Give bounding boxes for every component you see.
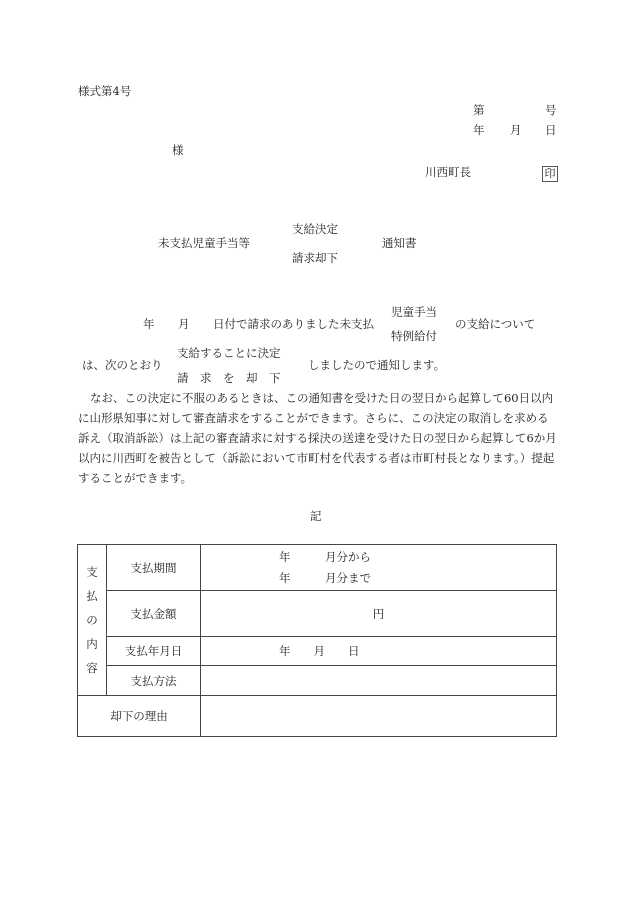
payment-method-value — [201, 666, 557, 696]
payment-date-label: 支払年月日 — [107, 637, 201, 666]
ending-phrase: しましたので通知します。 — [308, 358, 446, 372]
allowance-child: 児童手当 — [391, 305, 437, 319]
lead-phrase: は、次のとおり — [82, 358, 163, 372]
row-payment-method — [78, 666, 557, 696]
row-rejection-reason — [78, 696, 557, 737]
rejection-reason-label: 却下の理由 — [78, 696, 201, 737]
allowance-special: 特例給付 — [391, 329, 437, 343]
reference-number-suffix: 号 — [545, 103, 557, 117]
decision-payment: 支給することに決定 — [177, 346, 281, 360]
appeal-notice: なお、この決定に不服のあるときは、この通知書を受けた日の翌日から起算して60日以内に山形県知事に対して審査請求をすることができます。さらに、この決定の取消しを求める訴え（取消訴訟）は上記の審査請求に対する採決の送達を受けた日の翌日から起算して6か月以内に川西町を被告として（訴訟において市町村を代表する者は市町村長となります。）提起することができます。 — [78, 391, 557, 485]
title-option-rejection: 請求却下 — [292, 251, 338, 265]
payment-details-group-label: 支 払 の 内 容 — [78, 545, 107, 696]
row-payment-amount — [78, 591, 557, 637]
payment-amount-label: 支払金額 — [107, 591, 201, 637]
payment-date-value: 年 月 日 — [201, 637, 557, 666]
claim-year: 年 — [143, 317, 155, 331]
form-number: 様式第4号 — [78, 84, 132, 98]
payment-method-label: 支払方法 — [107, 666, 201, 696]
row-payment-date — [78, 637, 557, 666]
title-option-payment: 支給決定 — [292, 222, 338, 236]
rejection-reason-value — [201, 696, 557, 737]
ki-heading: 記 — [310, 509, 322, 523]
payment-period-value: 年 月分から 年 月分まで — [201, 545, 557, 591]
reference-number-prefix: 第 — [473, 103, 485, 117]
claim-phrase: 日付で請求のありました未支払 — [213, 317, 374, 331]
row-payment-period — [78, 545, 557, 591]
seal-mark: 印 — [542, 166, 558, 182]
issue-date-year: 年 — [473, 123, 485, 137]
payment-period-label: 支払期間 — [107, 545, 201, 591]
payment-amount-value: 円 — [201, 591, 557, 637]
issue-date-day: 日 — [545, 123, 557, 137]
issuer-name: 川西町長 — [425, 165, 471, 179]
about-payment: の支給について — [455, 317, 536, 331]
decision-rejection: 請 求 を 却 下 — [177, 371, 281, 385]
title-suffix: 通知書 — [382, 236, 417, 250]
addressee-honorific: 様 — [172, 143, 184, 157]
claim-month: 月 — [178, 317, 190, 331]
details-table — [77, 544, 557, 737]
issue-date-month: 月 — [510, 123, 522, 137]
title-prefix: 未支払児童手当等 — [158, 236, 250, 250]
